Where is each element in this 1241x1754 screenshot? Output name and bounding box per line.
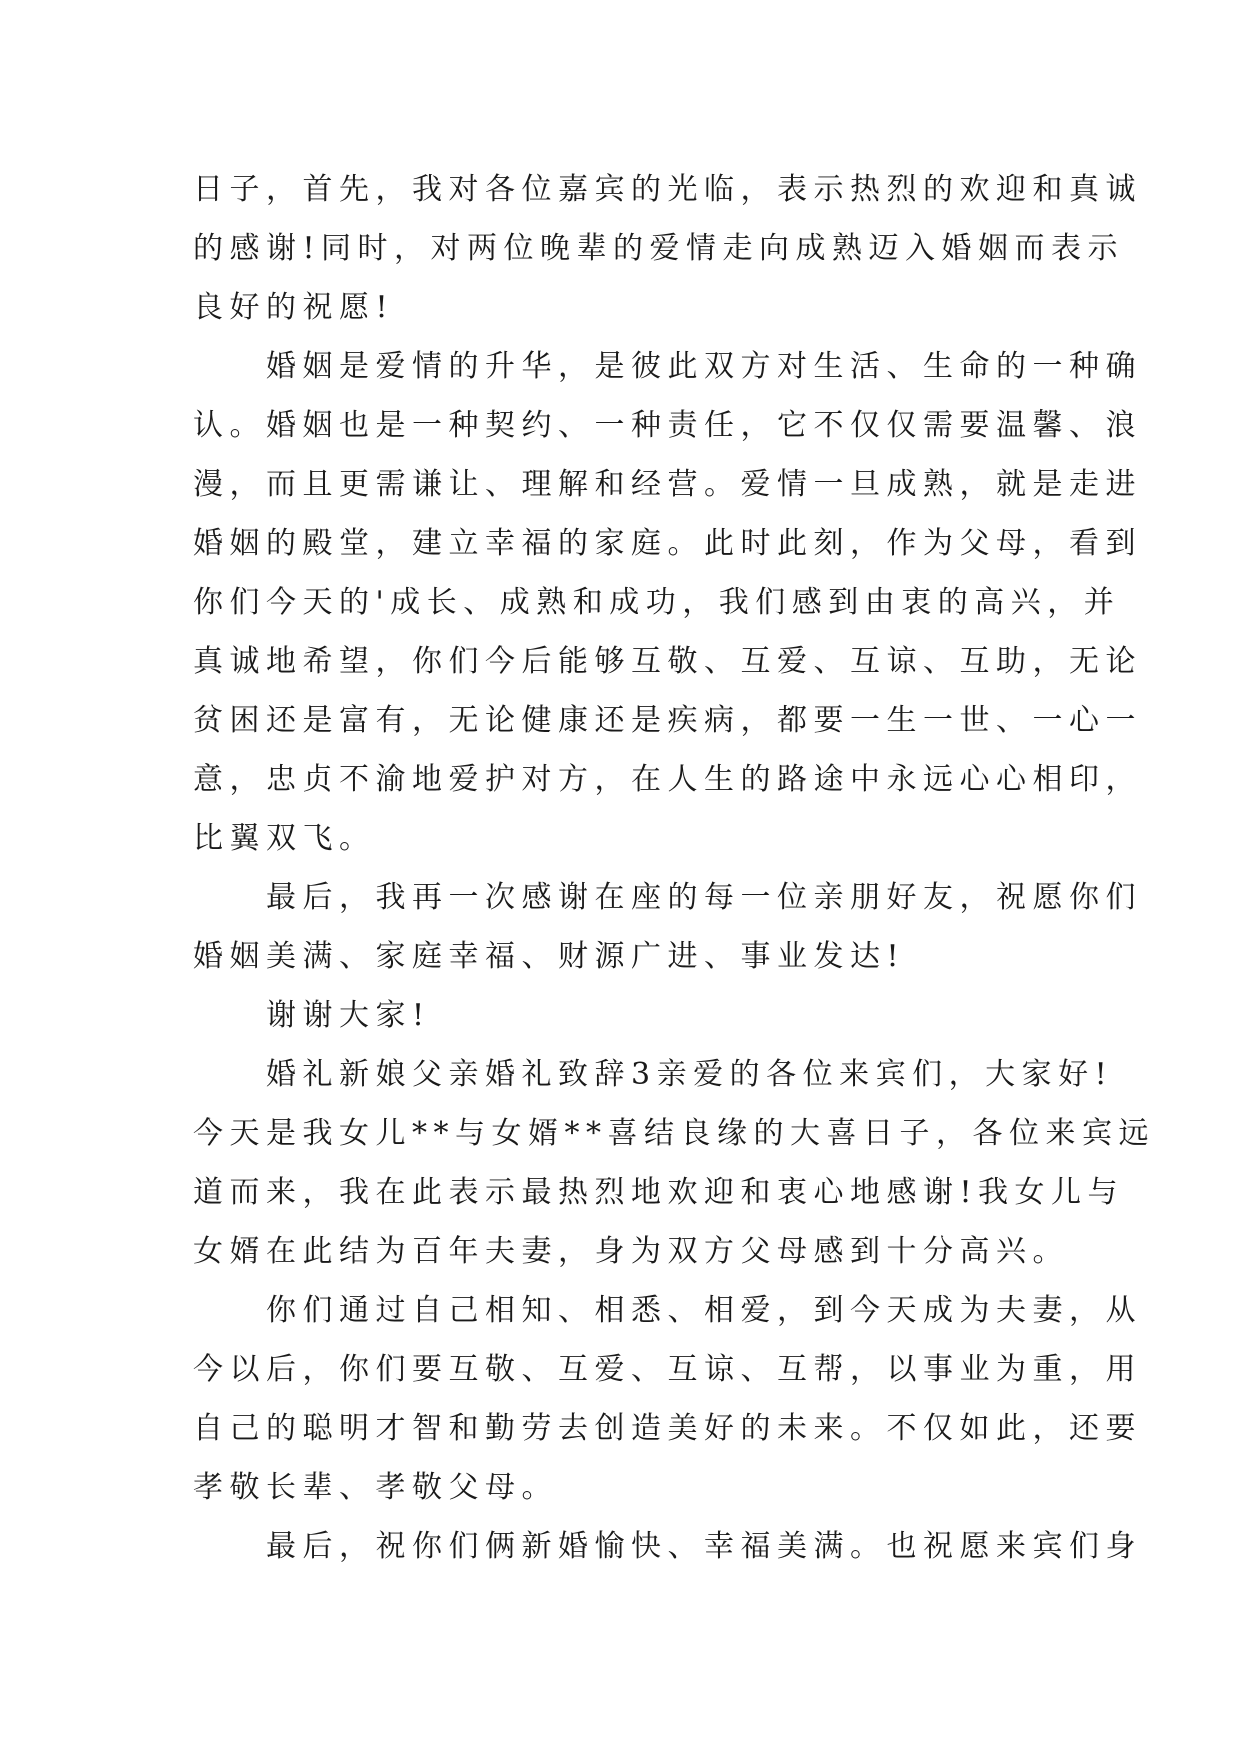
text-line: 漫，而且更需谦让、理解和经营。爱情一旦成熟，就是走进 [193, 467, 1142, 502]
text-line: 日子，首先，我对各位嘉宾的光临，表示热烈的欢迎和真诚 [193, 172, 1142, 207]
document-body [193, 160, 1155, 1576]
text-line: 你们通过自己相知、相悉、相爱，到今天成为夫妻，从 [193, 1293, 1142, 1328]
text-line: 认。婚姻也是一种契约、一种责任，它不仅仅需要温馨、浪 [193, 408, 1142, 443]
text-line: 女婿在此结为百年夫妻，身为双方父母感到十分高兴。 [193, 1234, 1069, 1269]
text-line: 自己的聪明才智和勤劳去创造美好的未来。不仅如此，还要 [193, 1411, 1142, 1446]
text-line: 贫困还是富有，无论健康还是疾病，都要一生一世、一心一 [193, 703, 1142, 738]
text-line: 孝敬长辈、孝敬父母。 [193, 1470, 558, 1505]
text-line: 的感谢!同时，对两位晚辈的爱情走向成熟迈入婚姻而表示 [193, 231, 1125, 266]
text-line: 意，忠贞不渝地爱护对方，在人生的路途中永远心心相印， [193, 762, 1142, 797]
text-line: 婚礼新娘父亲婚礼致辞3亲爱的各位来宾们，大家好! [193, 1057, 1114, 1092]
text-line: 今天是我女儿**与女婿**喜结良缘的大喜日子，各位来宾远 [193, 1116, 1155, 1151]
text-line: 最后，祝你们俩新婚愉快、幸福美满。也祝愿来宾们身 [193, 1529, 1142, 1564]
text-line: 婚姻是爱情的升华，是彼此双方对生活、生命的一种确 [193, 349, 1142, 384]
text-line: 今以后，你们要互敬、互爱、互谅、互帮，以事业为重，用 [193, 1352, 1142, 1387]
text-line: 真诚地希望，你们今后能够互敬、互爱、互谅、互助，无论 [193, 644, 1142, 679]
text-line: 你们今天的'成长、成熟和成功，我们感到由衷的高兴，并 [193, 585, 1121, 620]
text-line: 道而来，我在此表示最热烈地欢迎和衷心地感谢!我女儿与 [193, 1175, 1125, 1210]
text-line: 谢谢大家! [193, 998, 431, 1033]
text-line: 婚姻美满、家庭幸福、财源广进、事业发达! [193, 939, 906, 974]
text-line: 婚姻的殿堂，建立幸福的家庭。此时此刻，作为父母，看到 [193, 526, 1142, 561]
text-line: 比翼双飞。 [193, 821, 376, 856]
text-line: 良好的祝愿! [193, 290, 395, 325]
text-line: 最后，我再一次感谢在座的每一位亲朋好友，祝愿你们 [193, 880, 1142, 915]
